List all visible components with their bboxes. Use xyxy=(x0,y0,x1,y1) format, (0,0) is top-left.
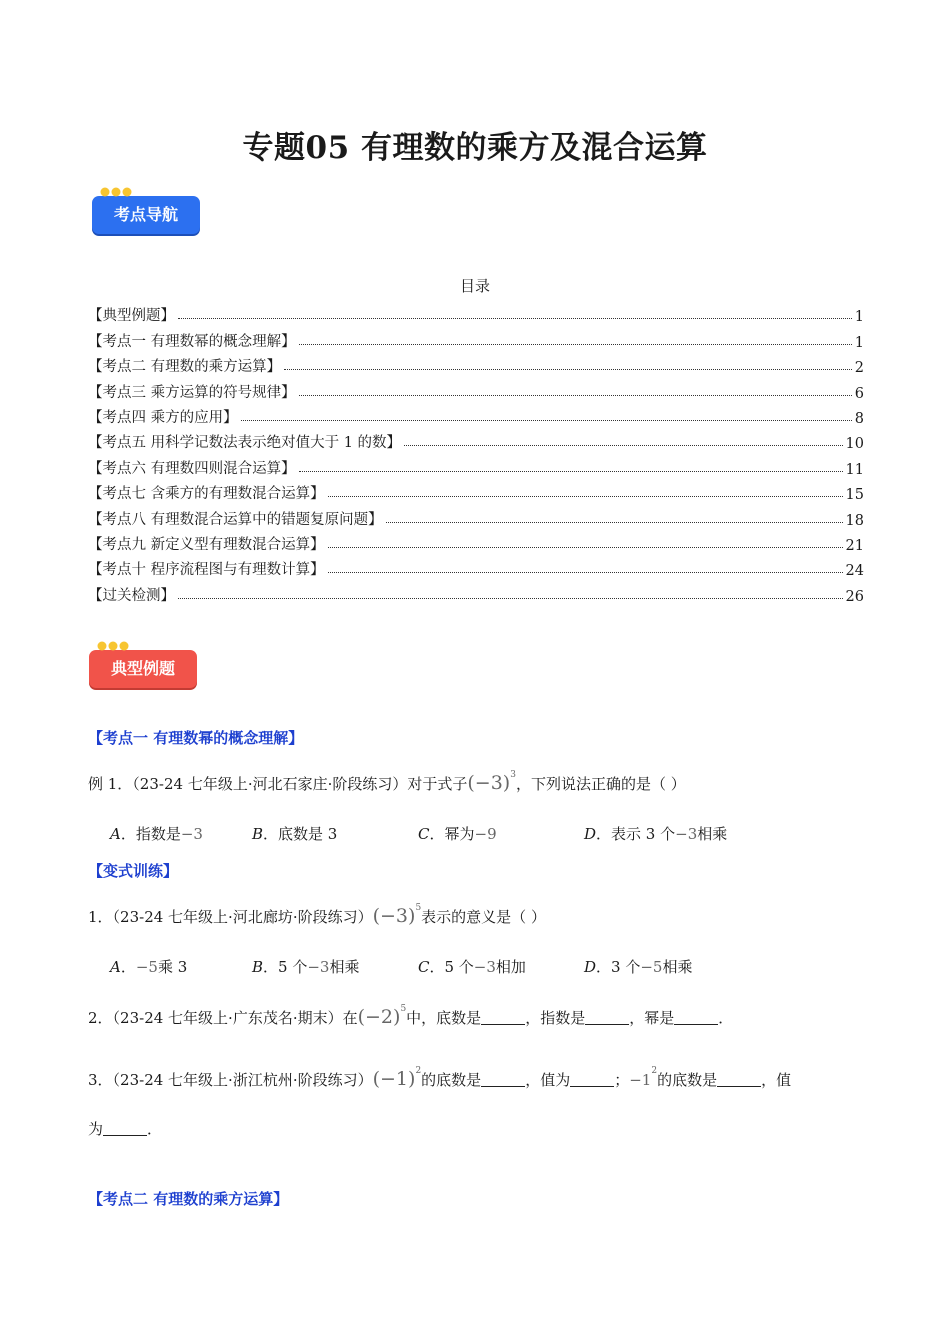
toc-leader-dots xyxy=(328,572,843,573)
toc-leader-dots xyxy=(328,547,843,548)
toc-entry-label: 【考点七 含乘方的有理数混合运算】 xyxy=(88,486,325,503)
examples-badge xyxy=(89,650,197,688)
toc-entry-label: 【考点六 有理数四则混合运算】 xyxy=(88,460,296,477)
question-1-option-c: C．5 个−3相加 xyxy=(418,958,526,976)
toc-page-number: 1 xyxy=(854,334,864,351)
toc-entry[interactable] xyxy=(88,325,864,350)
question-3: 3．（23-24 七年级上·浙江杭州·阶段练习）$(-1)^2$的底数是 ，值为 ；$-1^2$的底数是 ，值 xyxy=(88,1066,792,1090)
toc-leader-dots xyxy=(299,344,852,345)
toc-heading: 目录 xyxy=(459,277,490,295)
toc-entry-label: 【考点三 乘方运算的符号规律】 xyxy=(88,384,296,401)
toc-page-number: 8 xyxy=(854,410,864,427)
question-1-option-b: B．5 个−3相乘 xyxy=(252,958,360,976)
question-1-option-a: A．−5乘 3 xyxy=(110,958,188,976)
answer-blank[interactable] xyxy=(481,1072,525,1087)
answer-blank[interactable] xyxy=(717,1072,761,1087)
example-1-option-d: D．表示 3 个−3相乘 xyxy=(584,825,728,843)
table-of-contents xyxy=(88,300,864,605)
toc-leader-dots xyxy=(299,395,852,396)
toc-entry[interactable] xyxy=(88,478,864,503)
toc-entry-label: 【过关检测】 xyxy=(88,587,175,604)
toc-page-number: 26 xyxy=(845,588,864,605)
dots-icon xyxy=(100,186,134,198)
answer-blank[interactable] xyxy=(585,1010,629,1025)
dots-icon xyxy=(97,640,131,652)
variant-heading: 【变式训练】 xyxy=(88,862,179,880)
toc-page-number: 21 xyxy=(845,537,864,554)
toc-page-number: 1 xyxy=(854,309,864,326)
toc-entry[interactable] xyxy=(88,351,864,376)
toc-entry-label: 【考点十 程序流程图与有理数计算】 xyxy=(88,562,325,579)
toc-leader-dots xyxy=(241,420,852,421)
toc-leader-dots xyxy=(328,496,843,497)
toc-page-number: 2 xyxy=(854,360,864,377)
toc-entry[interactable] xyxy=(88,427,864,452)
toc-entry[interactable] xyxy=(88,402,864,427)
toc-entry[interactable] xyxy=(88,529,864,554)
toc-page-number: 11 xyxy=(845,461,864,478)
nav-badge-label: 考点导航 xyxy=(113,205,178,224)
toc-entry-label: 【典型例题】 xyxy=(88,308,175,325)
toc-leader-dots xyxy=(284,369,852,370)
toc-page-number: 6 xyxy=(854,385,864,402)
toc-page-number: 10 xyxy=(845,436,864,453)
question-3-continued: 为 ． xyxy=(88,1120,163,1138)
toc-entry-label: 【考点四 乘方的应用】 xyxy=(88,409,238,426)
question-1: 1．（23-24 七年级上·河北廊坊·阶段练习）$(-3)^5$表示的意义是（ ） xyxy=(88,903,546,927)
answer-blank[interactable] xyxy=(103,1121,147,1136)
toc-page-number: 24 xyxy=(845,563,864,580)
question-2: 2．（23-24 七年级上·广东茂名·期末）在$(-2)^5$中，底数是 ，指数是 ，幂是 ． xyxy=(88,1004,734,1028)
toc-entry-label: 【考点二 有理数的乘方运算】 xyxy=(88,359,282,376)
question-1-option-d: D．3 个−5相乘 xyxy=(584,958,693,976)
toc-leader-dots xyxy=(404,445,842,446)
toc-page-number: 18 xyxy=(845,512,864,529)
answer-blank[interactable] xyxy=(481,1010,525,1025)
toc-entry-label: 【考点九 新定义型有理数混合运算】 xyxy=(88,536,325,553)
toc-entry-label: 【考点一 有理数幂的概念理解】 xyxy=(88,333,296,350)
answer-blank[interactable] xyxy=(570,1072,614,1087)
toc-entry-label: 【考点五 用科学记数法表示绝对值大于 1 的数】 xyxy=(88,435,402,452)
nav-badge xyxy=(92,196,200,234)
toc-entry[interactable] xyxy=(88,376,864,401)
toc-entry[interactable] xyxy=(88,300,864,325)
toc-entry[interactable] xyxy=(88,452,864,477)
toc-leader-dots xyxy=(178,598,843,599)
example-1-option-b: B．底数是 3 xyxy=(252,825,338,843)
section-heading-1: 【考点一 有理数幂的概念理解】 xyxy=(88,729,304,747)
toc-leader-dots xyxy=(299,471,843,472)
example-1: 例 1．（23-24 七年级上·河北石家庄·阶段练习）对于式子$(-3)^3$，下列说法正确的是（ ） xyxy=(88,770,686,794)
toc-leader-dots xyxy=(178,318,852,319)
section-heading-2: 【考点二 有理数的乘方运算】 xyxy=(88,1190,289,1208)
toc-page-number: 15 xyxy=(845,487,864,504)
toc-entry[interactable] xyxy=(88,579,864,604)
answer-blank[interactable] xyxy=(674,1010,718,1025)
example-1-option-a: A．指数是−3 xyxy=(110,825,203,843)
toc-leader-dots xyxy=(386,522,843,523)
examples-badge-label: 典型例题 xyxy=(110,659,175,678)
toc-entry[interactable] xyxy=(88,554,864,579)
example-1-option-c: C．幂为−9 xyxy=(418,825,497,843)
page-title: 专题05 有理数的乘方及混合运算 xyxy=(242,130,708,166)
toc-entry-label: 【考点八 有理数混合运算中的错题复原问题】 xyxy=(88,511,383,528)
toc-entry[interactable] xyxy=(88,503,864,528)
